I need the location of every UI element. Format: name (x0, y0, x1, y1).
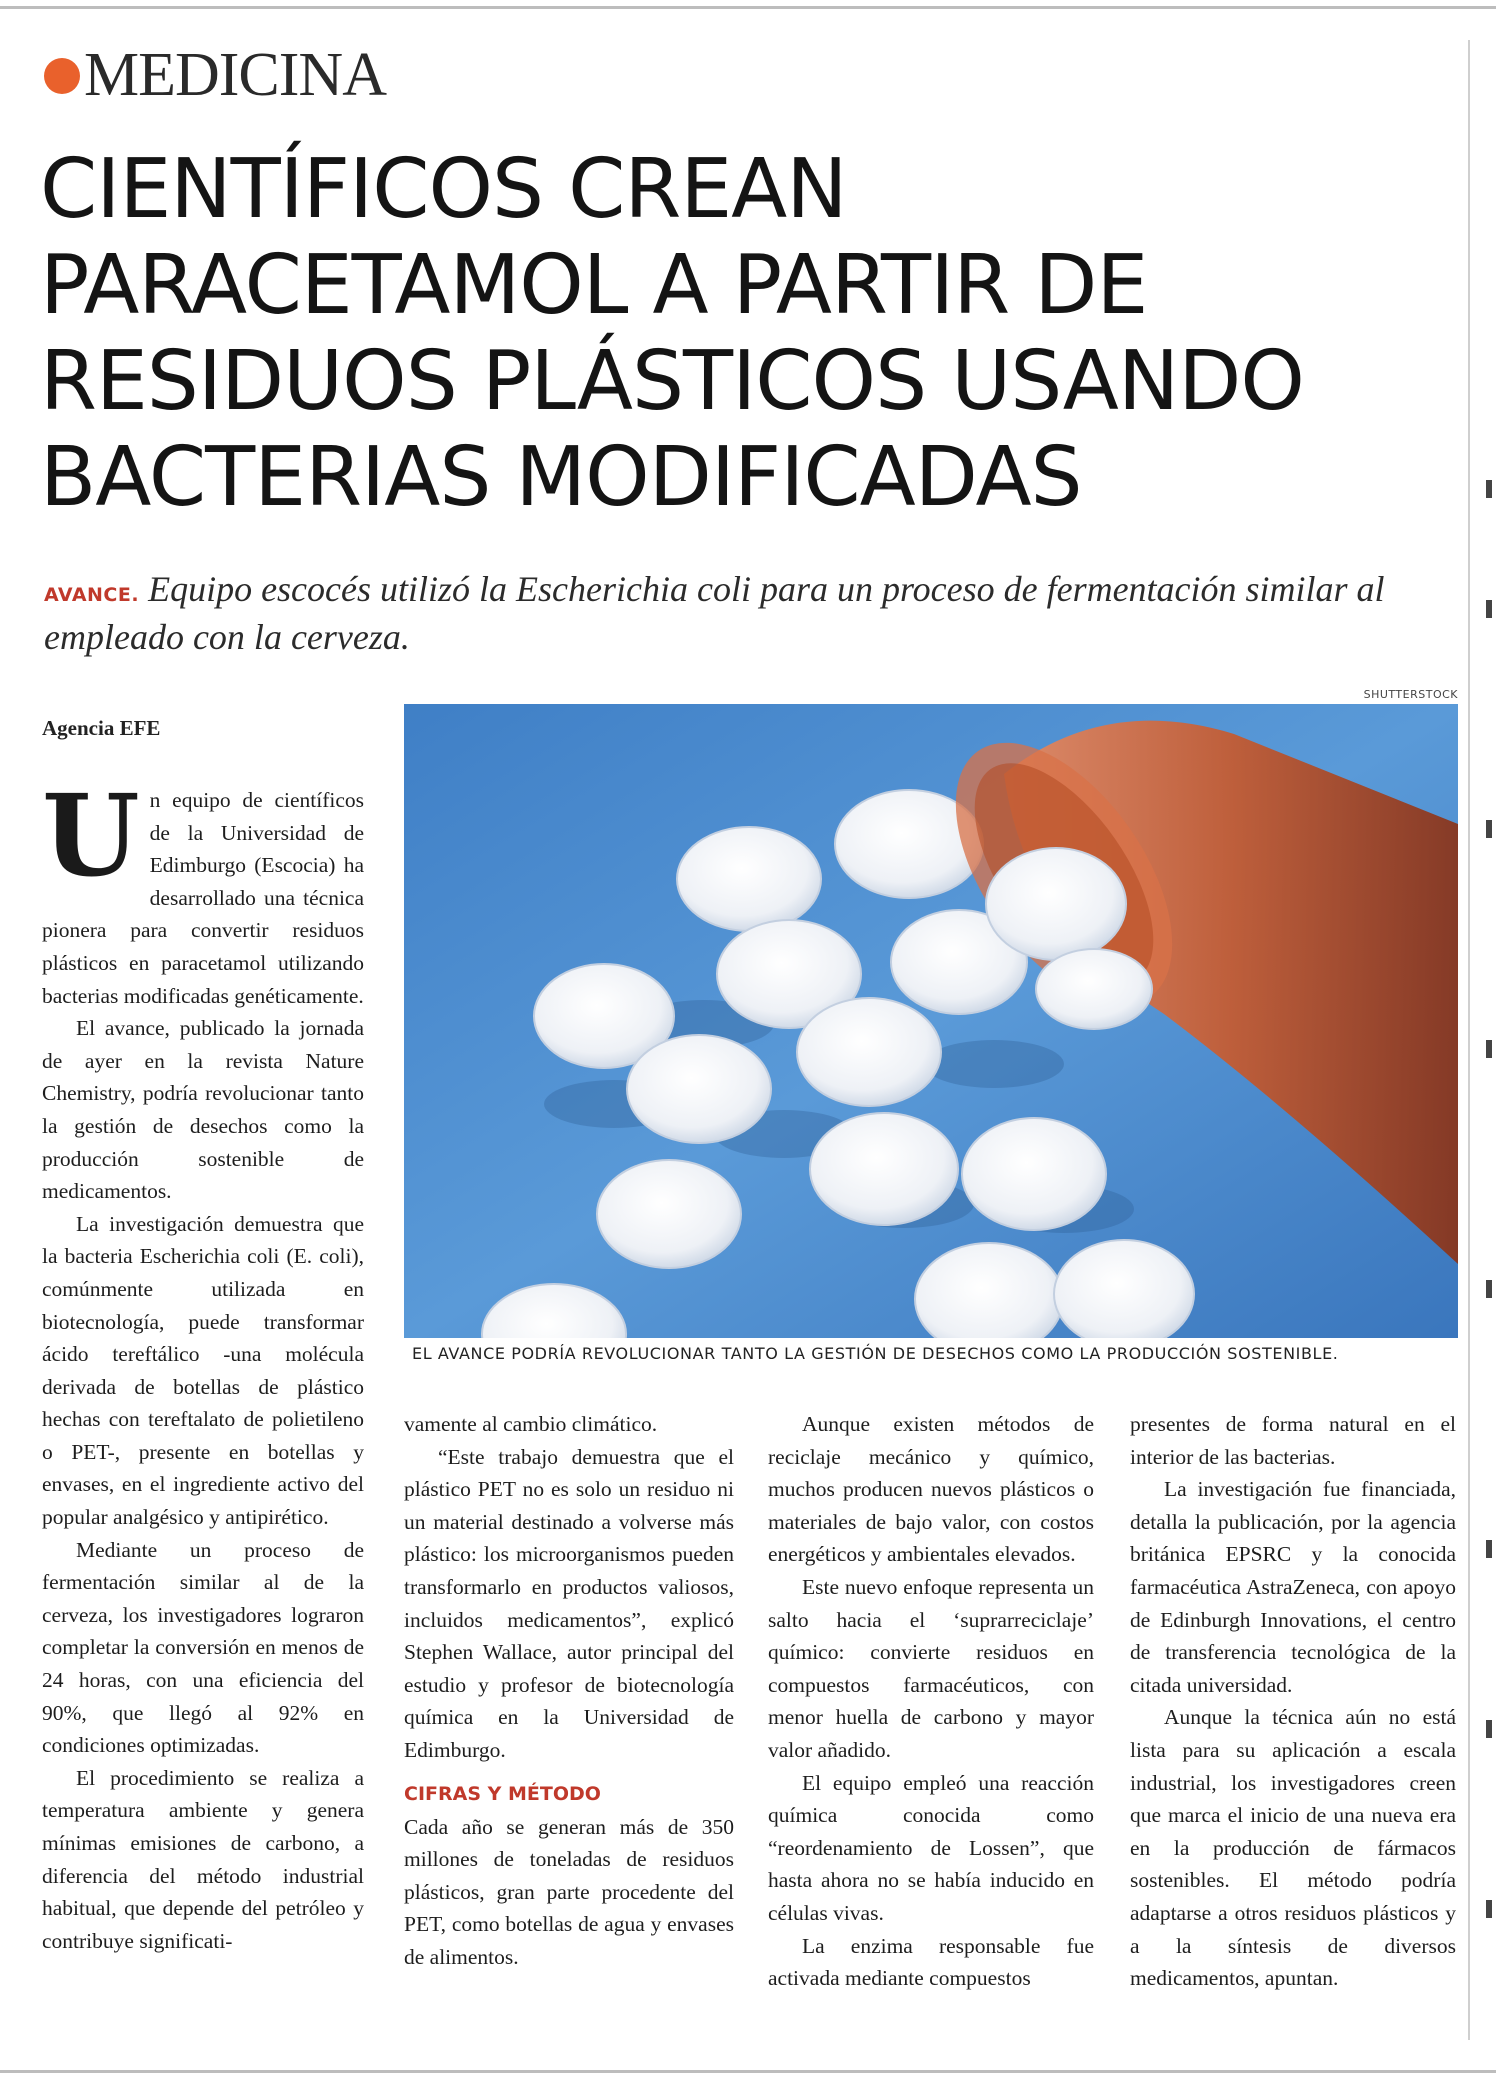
paragraph: Este nuevo enfoque representa un salto hacia el ‘suprarreciclaje’ químico: convierte residuos en compuestos farmacéuticos, con menor huella de carbono y mayor valor añadido. (768, 1574, 1094, 1762)
headline-line: BACTERIAS MODIFICADAS (40, 430, 1082, 525)
deck-kicker: AVANCE. (44, 584, 140, 606)
paragraph (42, 771, 364, 1012)
article-photo (404, 704, 1458, 1338)
paragraph: Aunque la técnica aún no está lista para su aplicación a escala industrial, los investigadores creen que marca el inicio de una nueva era en la producción de fármacos sostenibles. El método podría adaptarse a otros residuos plásticos y a la síntesis de diversos medicamentos, apuntan. (1130, 1705, 1456, 1991)
body-column-2 (404, 1408, 734, 1974)
deck (44, 568, 1464, 658)
drop-cap: U (42, 771, 140, 902)
bottom-rule (0, 2070, 1496, 2073)
body-column-4 (1130, 1408, 1456, 1995)
paragraph: El avance, publicado la jornada de ayer en la revista Nature Chemistry, podría revolucionar tanto la gestión de desechos como la producción sostenible de medicamentos. (42, 1016, 364, 1204)
section-dot-icon (44, 58, 80, 94)
paragraph: El equipo empleó una reacción química conocida como “reordenamiento de Lossen”, que hasta ahora no se había inducido en células vivas. (768, 1770, 1094, 1925)
paragraph: vamente al cambio climático. (404, 1412, 658, 1436)
paragraph: “Este trabajo demuestra que el plástico PET no es solo un residuo ni un material destinado a volverse más plástico: los microorganismos pueden transformarlo en productos valiosos, incluidos medicamentos”, explicó Stephen Wallace, autor principal del estudio y profesor de biotecnología química en la Universidad de Edimburgo. (404, 1444, 734, 1762)
subheading: CIFRAS Y MÉTODO (404, 1782, 601, 1805)
headline-line: CIENTÍFICOS CREAN (40, 142, 847, 237)
section-title: MEDICINA (84, 41, 386, 109)
headline-line: PARACETAMOL A PARTIR DE (40, 238, 1148, 333)
photo-caption: EL AVANCE PODRÍA REVOLUCIONAR TANTO LA GESTIÓN DE DESECHOS COMO LA PRODUCCIÓN SOSTENIBLE. (412, 1344, 1339, 1363)
top-rule (0, 6, 1496, 9)
headline (40, 142, 1460, 526)
pills-image (404, 704, 1458, 1338)
paragraph: La investigación demuestra que la bacteria Escherichia coli (E. coli), comúnmente utilizada en biotecnología, puede transformar ácido tereftálico -una molécula derivada de botellas de plástico hechas con tereftalato de polietileno o PET-, presente en botellas y envases, en el ingrediente activo del popular analgésico y antipirético. (42, 1211, 364, 1530)
column-divider (1468, 40, 1470, 2040)
section-label (44, 40, 386, 111)
byline: Agencia EFE (42, 716, 161, 740)
headline-line: RESIDUOS PLÁSTICOS USANDO (40, 334, 1304, 429)
paragraph: Cada año se generan más de 350 millones de toneladas de residuos plásticos, gran parte procedente del PET, como botellas de agua y envases de alimentos. (404, 1814, 734, 1969)
paragraph: Aunque existen métodos de reciclaje mecánico y químico, muchos producen nuevos plásticos o materiales de bajo valor, con costos energéticos y ambientales elevados. (768, 1412, 1094, 1567)
paragraph: Mediante un proceso de fermentación similar al de la cerveza, los investigadores lograron completar la conversión en menos de 24 horas, con una eficiencia del 90%, que llegó al 92% en condiciones optimizadas. (42, 1537, 364, 1758)
adjacent-page-edge (1486, 0, 1496, 2092)
paragraph-text: n equipo de científicos de la Universidad de Edimburgo (Escocia) ha desarrollado una técnica pionera para convertir residuos plásticos en paracetamol utilizando bacterias modificadas genéticamente. (42, 788, 364, 1008)
paragraph: La investigación fue financiada, detalla la publicación, por la agencia británica EPSRC y la conocida farmacéutica AstraZeneca, con apoyo de Edinburgh Innovations, el centro de transferencia tecnológica de la citada universidad. (1130, 1477, 1456, 1697)
body-column-3 (768, 1408, 1094, 1995)
paragraph: presentes de forma natural en el interior de las bacterias. (1130, 1412, 1456, 1469)
deck-text: Equipo escocés utilizó la Escherichia coli para un proceso de fermentación similar al empleado con la cerveza. (44, 569, 1385, 657)
photo-credit: SHUTTERSTOCK (1363, 688, 1458, 701)
body-column-1 (42, 771, 364, 1957)
paragraph: El procedimiento se realiza a temperatura ambiente y genera mínimas emisiones de carbono, a diferencia del método industrial habitual, que depende del petróleo y contribuye significati- (42, 1765, 364, 1953)
paragraph: La enzima responsable fue activada mediante compuestos (768, 1933, 1094, 1991)
